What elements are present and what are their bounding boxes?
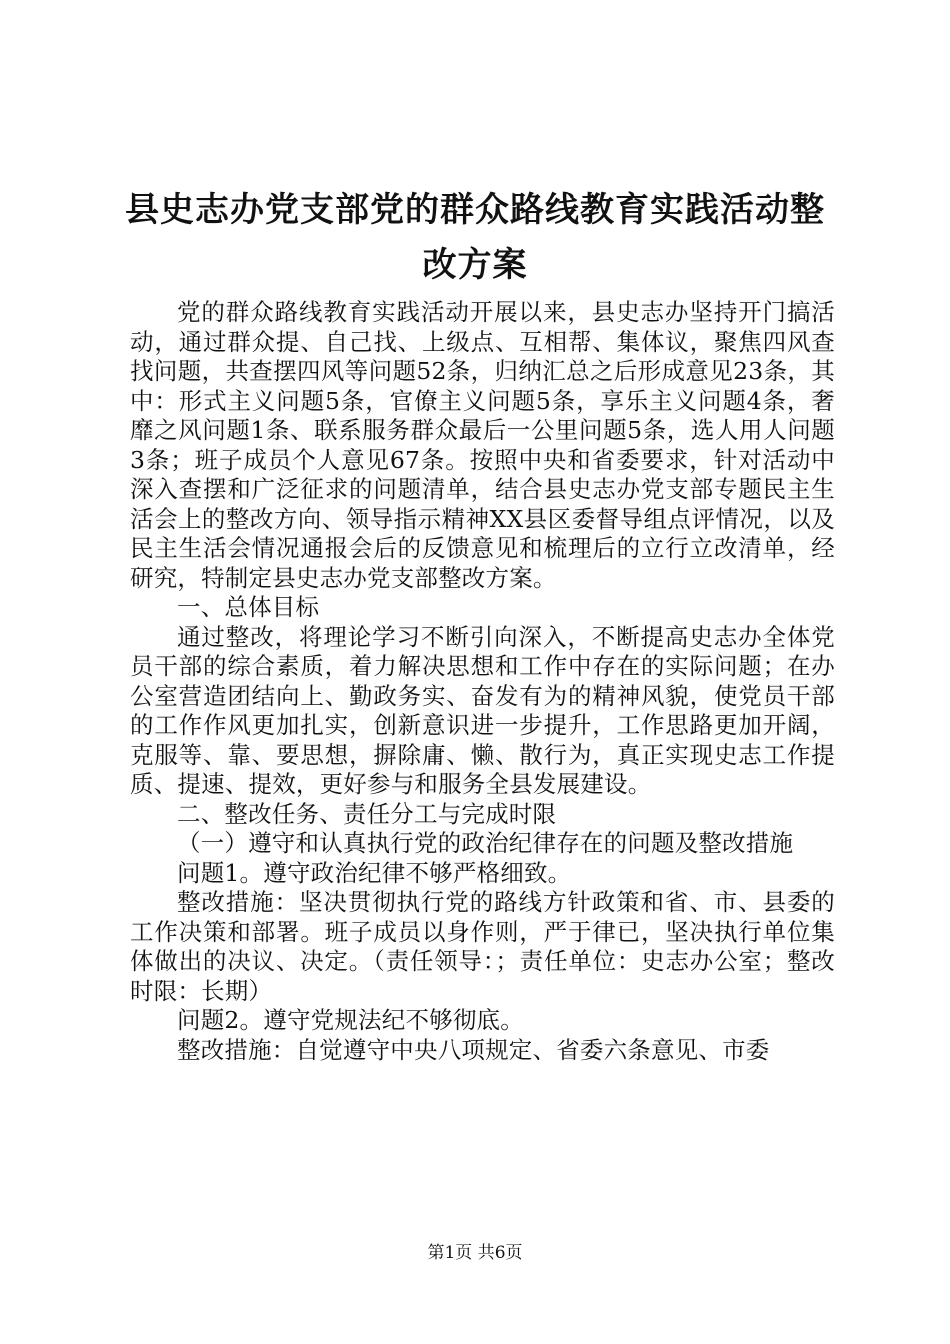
heading-overall-goal: 一、总体目标 — [177, 593, 320, 621]
subheading-political-discipline: （一）遵守和认真执行党的政治纪律存在的问题及整改措施 — [177, 829, 794, 857]
measure-1: 整改措施：坚决贯彻执行党的路线方针政策和省、市、县委的工作决策和部署。班子成员以身作则，严于律已，坚决执行单位集体做出的决议、决定。（责任领导：；责任单位：史志办公室；整改时限：长期） — [130, 888, 835, 1005]
paragraph-intro: 党的群众路线教育实践活动开展以来，县史志办坚持开门搞活动，通过群众提、自己找、上级点、互相帮、集体议，聚焦四风查找问题，共查摆四风等问题52条，归纳汇总之后形成意见23条，其中：形式主义问题5条，官僚主义问题5条，享乐主义问题4条，奢靡之风问题1条、联系服务群众最后一公里问题5条，选人用人问题3条；班子成员个人意见67条。按照中央和省委要求，针对活动中深入查摆和广泛征求的问题清单，结合县史志办党支部专题民主生活会上的整改方向、领导指示精神XX县区委督导组点评情况，以及民主生活会情况通报会后的反馈意见和梳理后的立行立改清单，经研究，特制定县史志办党支部整改方案。 — [130, 298, 835, 592]
document-body — [130, 298, 835, 1065]
document-title-line2: 改方案 — [422, 245, 528, 285]
measure-2: 整改措施：自觉遵守中央八项规定、省委六条意见、市委 — [177, 1035, 770, 1064]
paragraph-goal: 通过整改，将理论学习不断引向深入，不断提高史志办全体党员干部的综合素质，着力解决思想和工作中存在的实际问题；在办公室营造团结向上、勤政务实、奋发有为的精神风貌，使党员干部的工作作风更加扎实，创新意识进一步提升，工作思路更加开阔，克服等、靠、要思想，摒除庸、懒、散行为，真正实现史志工作提质、提速、提效，更好参与和服务全县发展建设。 — [130, 622, 835, 798]
document-title-line1: 县史志办党支部党的群众路线教育实践活动整 — [125, 190, 825, 230]
problem-2: 问题2。遵守党规法纪不够彻底。 — [177, 1006, 524, 1034]
heading-tasks: 二、整改任务、责任分工与完成时限 — [177, 799, 557, 828]
page-number-footer: 第1页 共6页 — [427, 1243, 523, 1263]
problem-1: 问题1。遵守政治纪律不够严格细致。 — [177, 858, 572, 887]
